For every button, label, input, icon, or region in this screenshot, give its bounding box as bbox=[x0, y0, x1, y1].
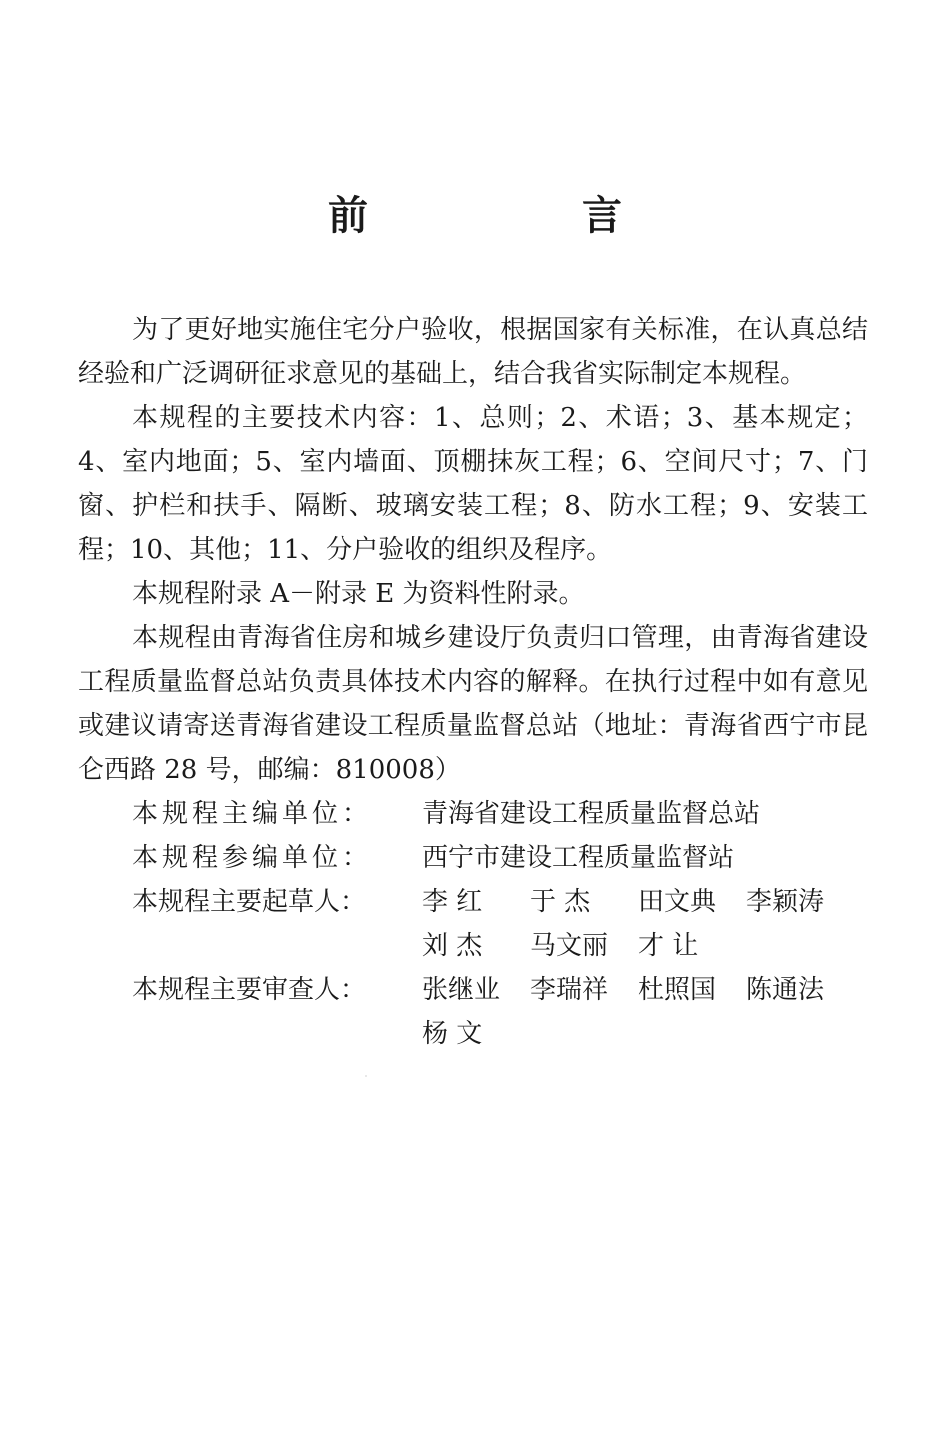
drafter-name: 刘 杰 bbox=[422, 931, 483, 961]
scan-speck bbox=[365, 1075, 367, 1077]
drafter-name: 才 让 bbox=[638, 931, 699, 961]
drafters-names-line-2 bbox=[422, 924, 746, 968]
reviewer-name: 张继业 bbox=[422, 975, 501, 1005]
reviewers-label: 本规程主要审查人： bbox=[132, 975, 367, 1005]
reviewer-name: 杜照国 bbox=[638, 975, 717, 1005]
co-editor-row bbox=[78, 836, 868, 880]
chief-editor-value: 青海省建设工程质量监督总站 bbox=[422, 799, 761, 829]
reviewers-names-line-2 bbox=[422, 1012, 530, 1056]
drafter-name: 李 红 bbox=[422, 887, 483, 917]
co-editor-label: 本规程参编单位： bbox=[132, 843, 373, 873]
drafters-row-continued bbox=[78, 924, 868, 968]
drafter-name: 李颖涛 bbox=[746, 887, 825, 917]
paragraph-purpose: 为了更好地实施住宅分户验收，根据国家有关标准，在认真总结经验和广泛调研征求意见的基础上，结合我省实际制定本规程。 bbox=[78, 315, 868, 389]
paragraph-appendix: 本规程附录 A－附录 E 为资料性附录。 bbox=[132, 579, 585, 609]
preface-body bbox=[78, 308, 868, 1056]
drafters-row bbox=[78, 880, 868, 924]
reviewer-name: 李瑞祥 bbox=[530, 975, 609, 1005]
drafters-names-line-1 bbox=[422, 880, 854, 924]
reviewer-name: 陈通法 bbox=[746, 975, 825, 1005]
chief-editor-label: 本规程主编单位： bbox=[132, 799, 373, 829]
drafter-name: 于 杰 bbox=[530, 887, 591, 917]
paragraph-management: 本规程由青海省住房和城乡建设厅负责归口管理，由青海省建设工程质量监督总站负责具体技术内容的解释。在执行过程中如有意见或建议请寄送青海省建设工程质量监督总站（地址：青海省西宁市昆仑西路 28 号，邮编：810008） bbox=[78, 623, 868, 785]
co-editor-value: 西宁市建设工程质量监督站 bbox=[422, 843, 735, 873]
paragraph-contents: 本规程的主要技术内容：1、总则；2、术语；3、基本规定；4、室内地面；5、室内墙面、顶棚抹灰工程；6、空间尺寸；7、门窗、护栏和扶手、隔断、玻璃安装工程；8、防水工程；9、安装工程；10、其他；11、分户验收的组织及程序。 bbox=[78, 403, 868, 565]
reviewer-name: 杨 文 bbox=[422, 1019, 483, 1049]
drafters-label: 本规程主要起草人： bbox=[132, 887, 367, 917]
reviewers-row bbox=[78, 968, 868, 1012]
page-title: 前 言 bbox=[328, 193, 722, 239]
drafter-name: 马文丽 bbox=[530, 931, 609, 961]
drafter-name: 田文典 bbox=[638, 887, 717, 917]
reviewers-row-continued bbox=[78, 1012, 868, 1056]
chief-editor-row bbox=[78, 792, 868, 836]
reviewers-names-line-1 bbox=[422, 968, 854, 1012]
